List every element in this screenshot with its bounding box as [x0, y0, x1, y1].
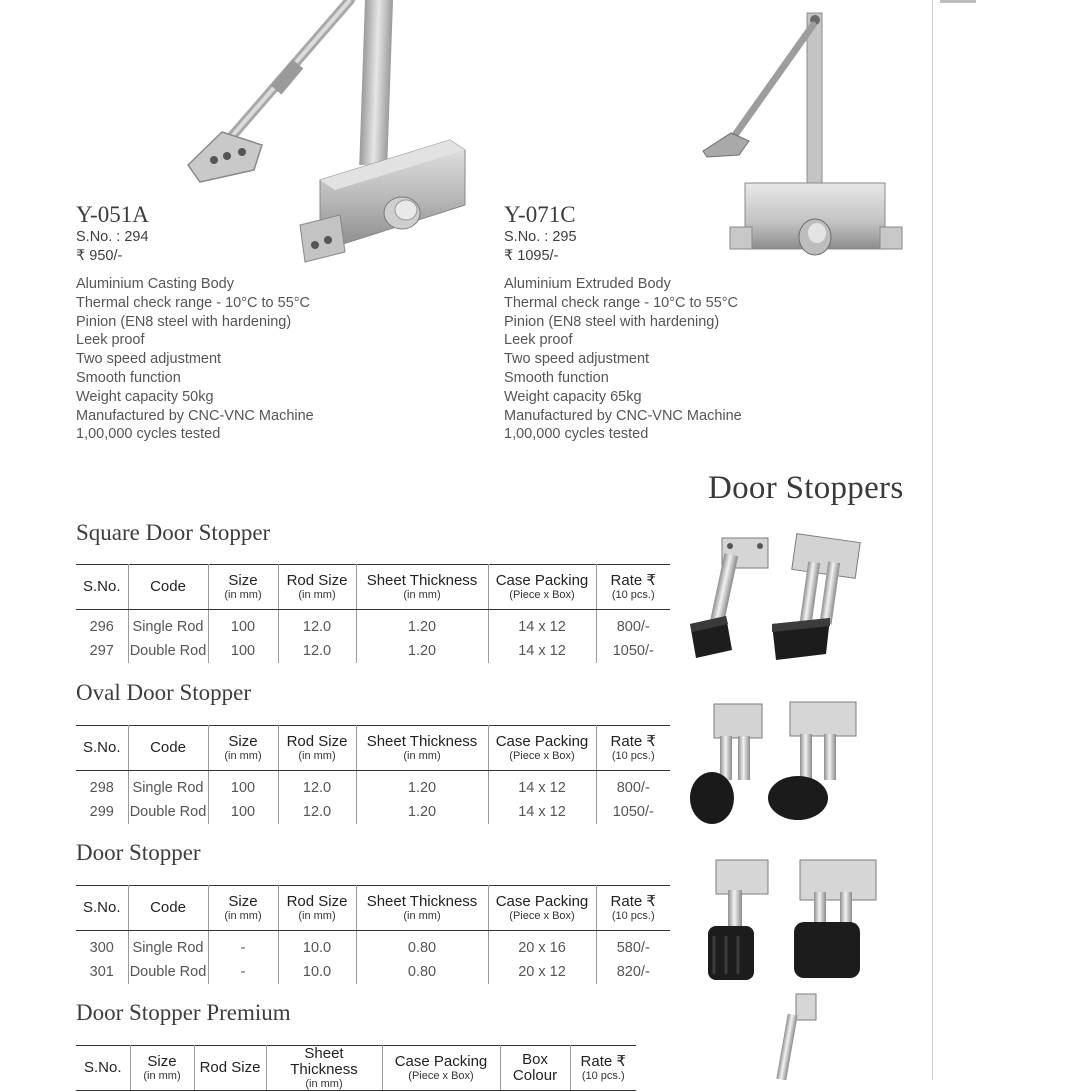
table-row [76, 610, 670, 640]
oval-door-stopper-image [686, 698, 866, 826]
table-title: Oval Door Stopper [76, 680, 252, 705]
cell-rate: 800/- [616, 780, 650, 796]
table-row [76, 639, 670, 663]
feature-item: Thermal check range - 10°C to 55°C [504, 294, 739, 311]
page-edge-mark [940, 0, 976, 3]
feature-item: Weight capacity 50kg [76, 388, 214, 405]
cell-sno: 300 [76, 931, 128, 961]
cell-sno: 296 [76, 610, 128, 640]
cell-code: Single Rod [128, 931, 208, 961]
feature-item: 1,00,000 cycles tested [76, 426, 221, 443]
cell-size: - [208, 931, 278, 961]
col-header-case-packing: Case Packing (Piece x Box) [488, 726, 596, 771]
spec-table-door-stopper [76, 885, 670, 984]
product-price: ₹ 950/- [76, 248, 123, 264]
col-header-sno: S.No. [76, 886, 128, 931]
table-header-row [76, 886, 670, 931]
cell-rate: 580/- [616, 940, 650, 956]
feature-item: Thermal check range - 10°C to 55°C [76, 294, 311, 311]
table-header-row [76, 726, 670, 771]
cell-size: 100 [208, 800, 278, 824]
col-header-size: Size (in mm) [208, 726, 278, 771]
feature-item: Smooth function [504, 369, 609, 386]
table-title: Door Stopper [76, 840, 201, 865]
feature-item: Leek proof [504, 332, 573, 349]
product-features [504, 275, 742, 444]
feature-item: Aluminium Casting Body [76, 276, 234, 292]
cell-code: Double Rod [128, 639, 208, 663]
cell-sheet-thickness: 0.80 [356, 931, 488, 961]
cell-case-packing: 20 x 12 [488, 960, 596, 984]
spec-table-premium [76, 1045, 636, 1091]
feature-item: Manufactured by CNC-VNC Machine [76, 407, 314, 424]
col-header-sheet-thickness: Sheet Thickness (in mm) [356, 886, 488, 931]
feature-item: Smooth function [76, 369, 181, 386]
feature-item: Manufactured by CNC-VNC Machine [504, 407, 742, 424]
product-serial-number: S.No. : 295 [504, 229, 577, 245]
cell-case-packing: 14 x 12 [488, 800, 596, 824]
cell-code: Double Rod [128, 960, 208, 984]
product-y051a [76, 202, 314, 444]
cell-size: - [208, 960, 278, 984]
col-header-size: Size (in mm) [208, 565, 278, 610]
square-door-stopper-image [682, 532, 867, 664]
col-header-rate: Rate ₹ (10 pcs.) [596, 886, 670, 931]
table-row [76, 800, 670, 824]
cell-rate: 820/- [616, 964, 650, 980]
cell-sno: 299 [76, 800, 128, 824]
cell-sheet-thickness: 1.20 [356, 800, 488, 824]
cell-case-packing: 14 x 12 [488, 610, 596, 640]
col-header-sheet-thickness: Sheet Thickness (in mm) [356, 726, 488, 771]
cell-size: 100 [208, 610, 278, 640]
cell-sheet-thickness: 1.20 [356, 771, 488, 801]
table-row [76, 771, 670, 801]
col-header-rate: Rate ₹ (10 pcs.) [596, 726, 670, 771]
col-header-case-packing: Case Packing (Piece x Box) [382, 1046, 500, 1091]
spec-table-oval [76, 725, 670, 824]
col-header-sno: S.No. [76, 726, 128, 771]
cell-code: Double Rod [128, 800, 208, 824]
col-header-rate: Rate ₹ (10 pcs.) [596, 565, 670, 610]
col-header-rod-size: Rod Size (in mm) [278, 565, 356, 610]
feature-item: Weight capacity 65kg [504, 388, 642, 405]
col-header-code: Code [128, 565, 208, 610]
cell-code: Single Rod [128, 771, 208, 801]
cell-rod-size: 10.0 [278, 960, 356, 984]
col-header-rod-size: Rod Size (in mm) [278, 886, 356, 931]
col-header-case-packing: Case Packing (Piece x Box) [488, 886, 596, 931]
feature-item: Pinion (EN8 steel with hardening) [504, 313, 720, 330]
cell-code: Single Rod [128, 610, 208, 640]
door-stopper-premium-image [770, 990, 830, 1080]
table-row [76, 931, 670, 961]
table-header-row [76, 1046, 636, 1091]
cell-case-packing: 20 x 16 [488, 931, 596, 961]
cell-sheet-thickness: 1.20 [356, 639, 488, 663]
col-header-sno: S.No. [76, 1046, 130, 1091]
product-features [76, 275, 314, 444]
product-serial-number: S.No. : 294 [76, 229, 149, 245]
feature-item: Two speed adjustment [504, 351, 650, 368]
cell-size: 100 [208, 771, 278, 801]
table-row [76, 960, 670, 984]
col-header-size: Size (in mm) [130, 1046, 194, 1091]
section-heading: Door Stoppers [708, 470, 904, 506]
product-code: Y-071C [504, 202, 576, 227]
col-header-rod-size: Rod Size [194, 1046, 266, 1091]
feature-item: Two speed adjustment [76, 351, 222, 368]
col-header-size: Size (in mm) [208, 886, 278, 931]
cell-sno: 298 [76, 771, 128, 801]
col-header-code: Code [128, 886, 208, 931]
product-code: Y-051A [76, 202, 149, 227]
cell-sheet-thickness: 1.20 [356, 610, 488, 640]
table-header-row [76, 565, 670, 610]
cell-rod-size: 10.0 [278, 931, 356, 961]
col-header-rate: Rate ₹ (10 pcs.) [570, 1046, 636, 1091]
cell-rate: 1050/- [612, 643, 654, 659]
feature-item: Leek proof [76, 332, 145, 349]
cell-case-packing: 14 x 12 [488, 771, 596, 801]
col-header-sno: S.No. [76, 565, 128, 610]
cell-rod-size: 12.0 [278, 800, 356, 824]
cell-size: 100 [208, 639, 278, 663]
page-divider-line [932, 0, 933, 1080]
table-title: Door Stopper Premium [76, 1000, 291, 1025]
cell-sno: 301 [76, 960, 128, 984]
col-header-code: Code [128, 726, 208, 771]
feature-item: Aluminium Extruded Body [504, 276, 671, 292]
spec-table-square [76, 564, 670, 663]
cell-rate: 800/- [616, 619, 650, 635]
cell-sheet-thickness: 0.80 [356, 960, 488, 984]
col-header-rod-size: Rod Size (in mm) [278, 726, 356, 771]
col-header-case-packing: Case Packing (Piece x Box) [488, 565, 596, 610]
cell-rod-size: 12.0 [278, 771, 356, 801]
product-price: ₹ 1095/- [504, 248, 559, 264]
cell-sno: 297 [76, 639, 128, 663]
cell-rate: 1050/- [612, 804, 654, 820]
door-stopper-image [702, 856, 882, 984]
col-header-sheet-thickness: Sheet Thickness (in mm) [266, 1046, 382, 1091]
table-title: Square Door Stopper [76, 520, 271, 545]
feature-item: 1,00,000 cycles tested [504, 426, 649, 443]
cell-case-packing: 14 x 12 [488, 639, 596, 663]
col-header-box-colour: Box Colour [500, 1046, 570, 1091]
feature-item: Pinion (EN8 steel with hardening) [76, 313, 292, 330]
cell-rod-size: 12.0 [278, 639, 356, 663]
product-y071c [504, 202, 742, 444]
cell-rod-size: 12.0 [278, 610, 356, 640]
col-header-sheet-thickness: Sheet Thickness (in mm) [356, 565, 488, 610]
